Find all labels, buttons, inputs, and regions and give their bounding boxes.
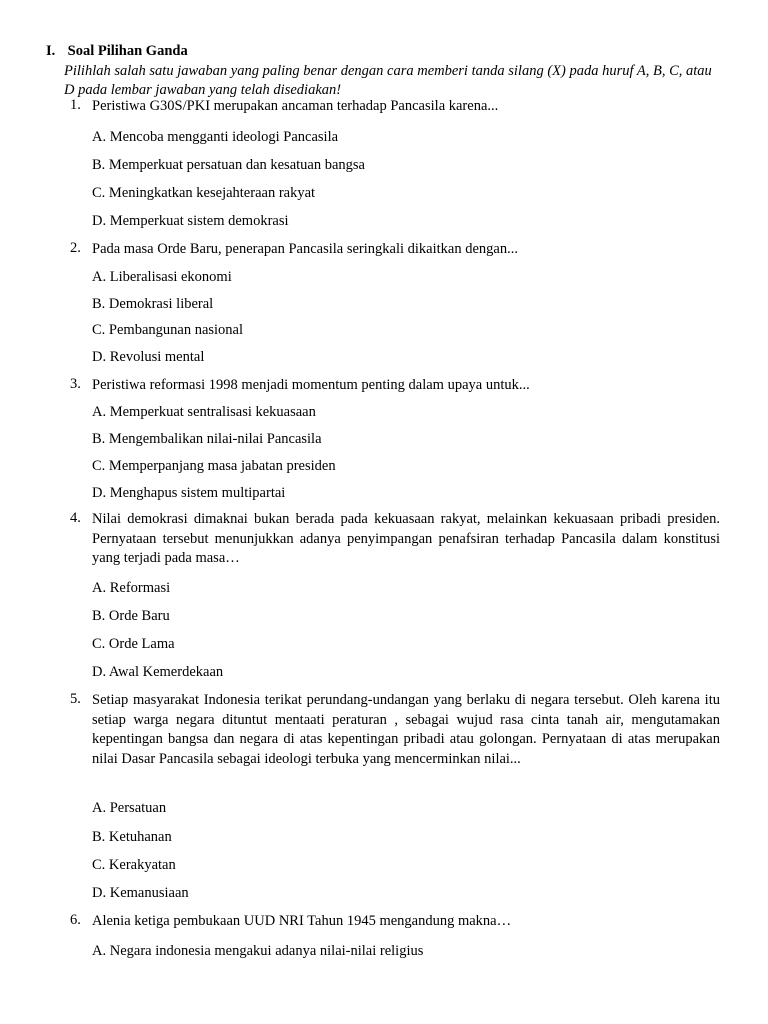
question-5-option-d: D. Kemanusiaan [92,885,189,901]
question-text: Pada masa Orde Baru, penerapan Pancasila seringkali dikaitkan dengan... [92,241,518,257]
question-3 [64,376,720,396]
question-number: 2. [70,240,81,256]
section-heading [46,43,188,60]
question-text: Alenia ketiga pembukaan UUD NRI Tahun 1945 mengandung makna… [92,913,512,929]
question-1-option-b: B. Memperkuat persatuan dan kesatuan bangsa [92,157,365,173]
question-number: 1. [70,97,81,113]
question-2-option-b: B. Demokrasi liberal [92,296,214,312]
question-1-option-a: A. Mencoba mengganti ideologi Pancasila [92,129,339,145]
question-5 [64,691,720,769]
question-number: 5. [70,691,81,707]
question-1-option-c: C. Meningkatkan kesejahteraan rakyat [92,185,316,201]
question-2 [64,240,720,260]
section-title: Soal Pilihan Ganda [67,43,188,59]
section-instruction: Pilihlah salah satu jawaban yang paling benar dengan cara memberi tanda silang (X) pada huruf A, B, C, atau D pada lembar jawaban yang telah disediakan! [64,63,712,98]
question-3-option-a: A. Memperkuat sentralisasi kekuasaan [92,404,316,420]
question-text: Peristiwa reformasi 1998 menjadi momentum penting dalam upaya untuk... [92,377,530,393]
question-3-option-b: B. Mengembalikan nilai-nilai Pancasila [92,431,322,447]
question-5-option-c: C. Kerakyatan [92,857,176,873]
question-2-option-c: C. Pembangunan nasional [92,322,244,338]
question-4-option-b: B. Orde Baru [92,608,170,624]
question-3-option-c: C. Memperpanjang masa jabatan presiden [92,458,336,474]
question-5-option-a: A. Persatuan [92,800,167,816]
question-text: Peristiwa G30S/PKI merupakan ancaman terhadap Pancasila karena... [92,98,499,114]
question-1-option-d: D. Memperkuat sistem demokrasi [92,213,289,229]
question-1 [64,97,720,117]
question-6 [64,912,720,932]
question-2-option-d: D. Revolusi mental [92,349,205,365]
question-3-option-d: D. Menghapus sistem multipartai [92,485,286,501]
question-6-option-a: A. Negara indonesia mengakui adanya nilai-nilai religius [92,943,424,959]
question-number: 4. [70,510,81,526]
question-4-option-d: D. Awal Kemerdekaan [92,664,224,680]
question-number: 6. [70,912,81,928]
question-text: Nilai demokrasi dimaknai bukan berada pada kekuasaan rakyat, melainkan kekuasaan pribadi presiden. Pernyataan tersebut menunjukkan adanya penyimpangan penafsiran terhadap Pancasila dalam konstitusi yang terjadi pada masa… [92,511,720,566]
question-4-option-c: C. Orde Lama [92,636,175,652]
question-4-option-a: A. Reformasi [92,580,171,596]
question-text: Setiap masyarakat Indonesia terikat perundang-undangan yang berlaku di negara tersebut. Oleh karena itu setiap warga negara dituntut mentaati peraturan , sebagai wujud rasa cinta tanah air, mengutamakan kepentingan bangsa dan negara di atas kepentingan pribadi atau golongan. Pernyataan di atas merupakan nilai Dasar Pancasila sebagai ideologi terbuka yang mencerminkan nilai... [92,692,720,767]
section-number: I. [46,43,56,59]
question-2-option-a: A. Liberalisasi ekonomi [92,269,232,285]
question-5-option-b: B. Ketuhanan [92,829,172,845]
question-number: 3. [70,376,81,392]
question-4 [64,510,720,569]
